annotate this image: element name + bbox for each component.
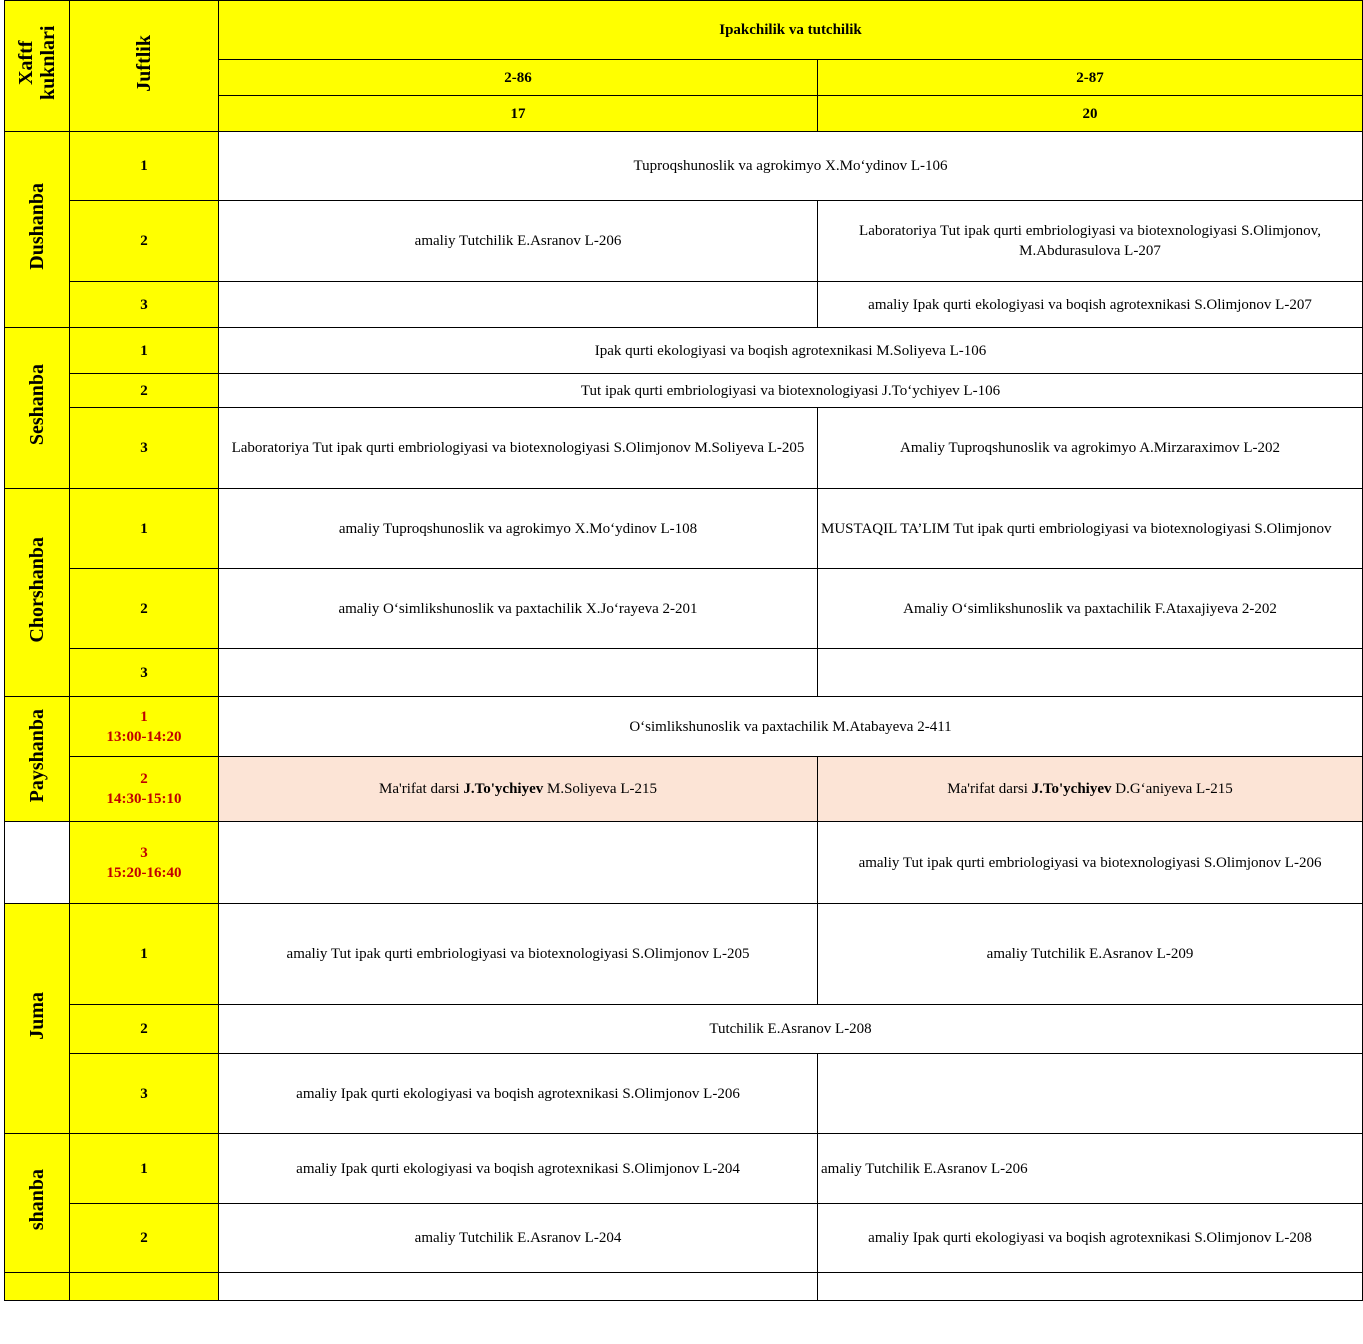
pair-header-label: Juftlik xyxy=(133,34,155,92)
blank-cell xyxy=(219,1273,818,1301)
pair-number: 1 xyxy=(70,904,219,1005)
lesson-cell xyxy=(219,822,818,904)
day-label: shanba xyxy=(26,1169,48,1231)
pair-number-time xyxy=(70,697,219,757)
pair-number: 1 xyxy=(140,708,148,725)
lesson-title: Ma'rifat darsi xyxy=(379,781,460,797)
lesson-cell xyxy=(818,757,1363,822)
pair-time: 15:20-16:40 xyxy=(106,864,182,881)
pair-number: 1 xyxy=(70,132,219,201)
lesson-cell xyxy=(219,649,818,697)
pair-number: 3 xyxy=(140,844,148,861)
pair-number: 1 xyxy=(70,1134,219,1204)
pair-time: 13:00-14:20 xyxy=(106,728,182,745)
day-seshanba xyxy=(5,328,70,489)
day-shanba xyxy=(5,1134,70,1273)
lesson-cell: O‘simlikshunoslik va paxtachilik M.Atabayeva 2-411 xyxy=(219,697,1363,757)
lesson-cell: Tut ipak qurti embriologiyasi va biotexnologiyasi J.To‘ychiyev L-106 xyxy=(219,374,1363,408)
days-header-label: Xaftf kuknlari xyxy=(15,25,59,101)
lesson-cell: amaliy Ipak qurti ekologiyasi va boqish agrotexnikasi S.Olimjonov L-207 xyxy=(818,282,1363,328)
day-label: Chorshanba xyxy=(26,536,48,643)
lesson-cell: Amaliy Tuproqshunoslik va agrokimyo A.Mirzaraximov L-202 xyxy=(818,408,1363,489)
lesson-cell: Amaliy O‘simlikshunoslik va paxtachilik F.Ataxajiyeva 2-202 xyxy=(818,569,1363,649)
group-count-2: 20 xyxy=(818,96,1363,132)
lesson-cell: amaliy Ipak qurti ekologiyasi va boqish agrotexnikasi S.Olimjonov L-204 xyxy=(219,1134,818,1204)
lesson-cell: amaliy Tutchilik E.Asranov L-206 xyxy=(219,201,818,282)
day-empty xyxy=(5,822,70,904)
lesson-cell: amaliy Tutchilik E.Asranov L-204 xyxy=(219,1204,818,1273)
lesson-cell xyxy=(219,282,818,328)
pair-number: 2 xyxy=(70,1204,219,1273)
lesson-cell: Tuproqshunoslik va agrokimyo X.Mo‘ydinov L-106 xyxy=(219,132,1363,201)
day-payshanba xyxy=(5,697,70,822)
pair-number: 3 xyxy=(70,282,219,328)
lecturer-name: J.To'ychiyev xyxy=(1031,781,1112,797)
days-header xyxy=(5,1,70,132)
pair-number: 2 xyxy=(140,771,148,787)
group-name-2: 2-87 xyxy=(818,60,1363,96)
day-label: Seshanba xyxy=(26,364,48,446)
day-chorshanba xyxy=(5,489,70,697)
lesson-cell: amaliy Ipak qurti ekologiyasi va boqish agrotexnikasi S.Olimjonov L-206 xyxy=(219,1054,818,1134)
lesson-title: Ma'rifat darsi xyxy=(947,781,1028,797)
lesson-cell: amaliy Tutchilik E.Asranov L-209 xyxy=(818,904,1363,1005)
lecturer-name: J.To'ychiyev xyxy=(463,781,544,797)
day-juma xyxy=(5,904,70,1134)
lesson-cell: amaliy Tut ipak qurti embriologiyasi va biotexnologiyasi S.Olimjonov L-205 xyxy=(219,904,818,1005)
pair-header xyxy=(70,1,219,132)
day-label: Payshanba xyxy=(26,709,48,803)
lesson-cell: amaliy Tut ipak qurti embriologiyasi va biotexnologiyasi S.Olimjonov L-206 xyxy=(818,822,1363,904)
lesson-cell: amaliy O‘simlikshunoslik va paxtachilik X.Jo‘rayeva 2-201 xyxy=(219,569,818,649)
lesson-cell: amaliy Tuproqshunoslik va agrokimyo X.Mo‘ydinov L-108 xyxy=(219,489,818,569)
blank-cell xyxy=(70,1273,219,1301)
blank-cell xyxy=(818,1273,1363,1301)
lesson-cell xyxy=(818,1054,1363,1134)
lesson-cell xyxy=(818,649,1363,697)
pair-number: 3 xyxy=(70,1054,219,1134)
day-label: Dushanba xyxy=(26,183,48,270)
faculty-title: Ipakchilik va tutchilik xyxy=(219,1,1363,60)
pair-number: 3 xyxy=(70,408,219,489)
lesson-cell: Laboratoriya Tut ipak qurti embriologiyasi va biotexnologiyasi S.Olimjonov, M.Abdurasulova L-207 xyxy=(818,201,1363,282)
lesson-cell: MUSTAQIL TA’LIM Tut ipak qurti embriologiyasi va biotexnologiyasi S.Olimjonov xyxy=(818,489,1363,569)
pair-number: 2 xyxy=(70,374,219,408)
pair-number: 2 xyxy=(70,201,219,282)
blank-cell xyxy=(5,1273,70,1301)
lesson-cell: amaliy Ipak qurti ekologiyasi va boqish agrotexnikasi S.Olimjonov L-208 xyxy=(818,1204,1363,1273)
pair-number-time xyxy=(70,822,219,904)
pair-number: 1 xyxy=(70,328,219,374)
pair-number: 3 xyxy=(70,649,219,697)
day-dushanba xyxy=(5,132,70,328)
lesson-cell: Laboratoriya Tut ipak qurti embriologiyasi va biotexnologiyasi S.Olimjonov M.Soliyeva L-205 xyxy=(219,408,818,489)
lesson-detail: M.Soliyeva L-215 xyxy=(546,781,657,797)
pair-number: 2 xyxy=(70,1005,219,1054)
day-label: Juma xyxy=(26,991,48,1040)
lesson-cell: amaliy Tutchilik E.Asranov L-206 xyxy=(818,1134,1363,1204)
pair-number: 1 xyxy=(70,489,219,569)
timetable xyxy=(4,0,1363,1301)
lesson-cell xyxy=(219,757,818,822)
pair-number: 2 xyxy=(70,569,219,649)
lesson-detail: D.G‘aniyeva L-215 xyxy=(1115,781,1233,797)
pair-time: 14:30-15:10 xyxy=(106,791,182,807)
group-count-1: 17 xyxy=(219,96,818,132)
group-name-1: 2-86 xyxy=(219,60,818,96)
lesson-cell: Tutchilik E.Asranov L-208 xyxy=(219,1005,1363,1054)
pair-number-time xyxy=(70,757,219,822)
lesson-cell: Ipak qurti ekologiyasi va boqish agrotexnikasi M.Soliyeva L-106 xyxy=(219,328,1363,374)
